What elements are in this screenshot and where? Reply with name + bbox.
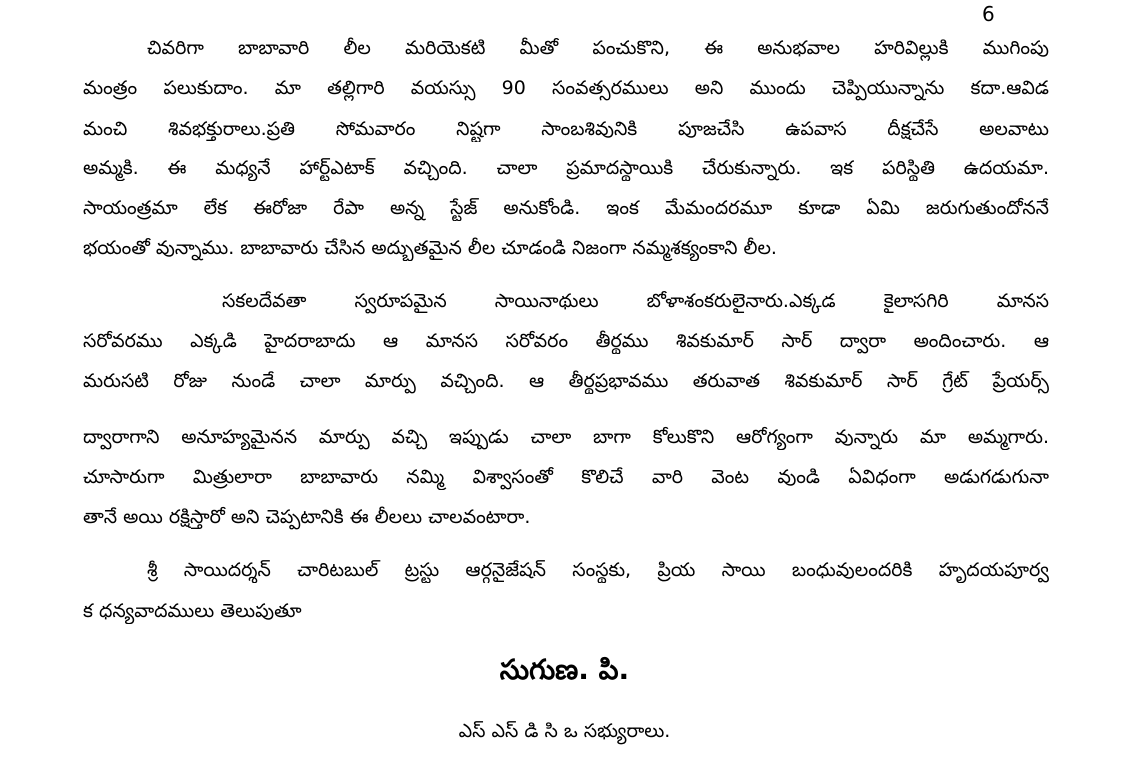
signature-name: సుగుణ. పి. xyxy=(499,653,630,686)
paragraph-1-line-5: సాయంత్రమా లేక ఈరోజా రేపా అన్న స్టేజ్ అనుకోండి. ఇంక మేమందరమూ కూడా ఏమి జరుగుతుందోననే xyxy=(83,197,1049,219)
paragraph-3-line-1: శ్రీ సాయిదర్శన్ చారిటబుల్ ట్రస్టు ఆర్గనైజేషన్ సంస్థకు, ప్రియ సాయి బంధువులందరికి హృదయపూర్వ xyxy=(147,559,1049,581)
paragraph-1-line-6: భయంతో వున్నాము. బాబావారు చేసిన అద్భుతమైన లీల చూడండి నిజంగా నమ్మశక్యంకాని లీల. xyxy=(83,237,777,259)
paragraph-2-line-1: సకలదేవతా స్వరూపమైన సాయినాథులు బోళాశంకరులైనారు.ఎక్కడ కైలాసగిరి మానస xyxy=(222,290,1049,312)
signature-role: ఎస్ ఎస్ డి సి ఒ సభ్యురాలు. xyxy=(458,720,671,742)
paragraph-2-line-4: ద్వారాగాని అనూహ్యమైనన మార్పు వచ్చి ఇప్పుడు చాలా బాగా కోలుకొని ఆరోగ్యంగా వున్నారు మా అమ్మగారు. xyxy=(83,426,1049,448)
paragraph-1-line-4: అమ్మకి. ఈ మధ్యనే హార్ట్ఎటాక్ వచ్చింది. చాలా ప్రమాదస్థాయికి చేరుకున్నారు. ఇక పరిస్థితి ఉదయమా. xyxy=(83,157,1049,179)
paragraph-1-line-2: మంత్రం పలుకుదాం. మా తల్లిగారి వయస్సు 90 సంవత్సరములు అని ముందు చెప్పియున్నాను కదా.ఆవిడ xyxy=(83,77,1049,99)
paragraph-2-line-3: మరుసటి రోజు నుండే చాలా మార్పు వచ్చింది. ఆ తీర్థప్రభావము తరువాత శివకుమార్ సార్ గ్రేట్ ప్రేయర్స్ xyxy=(83,370,1049,392)
paragraph-2-line-6: తానే అయి రక్షిస్తారో అని చెప్పటానికి ఈ లీలలు చాలవంటారా. xyxy=(83,506,531,528)
paragraph-2-line-5: చూసారుగా మిత్రులారా బాబావారు నమ్మి విశ్వాసంతో కొలిచే వారి వెంట వుండి ఏవిధంగా అడుగడుగునా xyxy=(83,466,1049,488)
paragraph-3-line-2: క ధన్యవాదములు తెలుపుతూ xyxy=(83,600,302,622)
paragraph-1-line-3: మంచి శివభక్తురాలు.ప్రతి సోమవారం నిష్టగా సాంబశివునికి పూజచేసి ఉపవాస దీక్షచేసే అలవాటు xyxy=(83,118,1049,140)
page-number: 6 xyxy=(982,2,995,26)
paragraph-2-line-2: సరోవరము ఎక్కడి హైదరాబాదు ఆ మానస సరోవరం తీర్థము శివకుమార్ సార్ ద్వారా అందించారు. ఆ xyxy=(83,330,1049,352)
paragraph-1-line-1: చివరిగా బాబావారి లీల మరియెకటి మీతో పంచుకొని, ఈ అనుభవాల హరివిల్లుకి ముగింపు xyxy=(147,37,1049,59)
